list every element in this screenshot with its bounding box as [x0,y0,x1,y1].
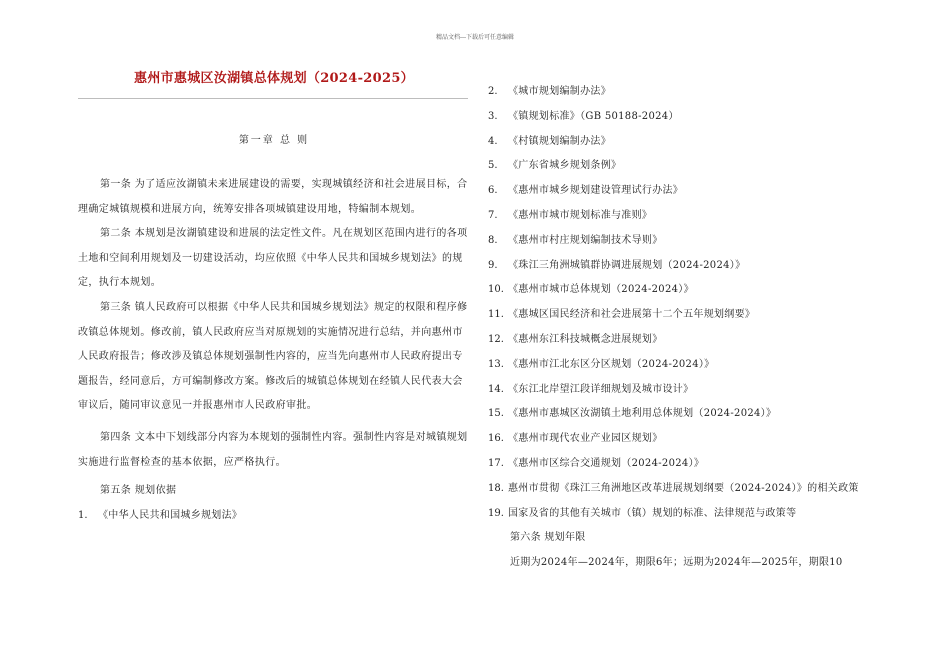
reference-text: 《惠州市现代农业产业园区规划》 [508,433,663,445]
reference-number: 14. [488,383,504,395]
reference-number: 16. [488,433,504,445]
reference-item [78,504,470,529]
reference-number: 9. [488,259,498,271]
chapter-heading: 第一章 总 则 [238,135,310,146]
reference-item [488,130,868,155]
article-6-text: 近期为2024年—2024年，期限6年；远期为2024年—2025年，期限10 [510,557,843,569]
article-2: 第二条 本规划是汝湖镇建设和进展的法定性文件。凡在规划区范围内进行的各项土地和空间利用规划及一切建设活动，均应依照《中华人民共和国城乡规划法》的规定，执行本规划。 [78,228,468,289]
article-1: 第一条 为了适应汝湖镇未来进展建设的需要，实现城镇经济和社会进展目标，合理确定城镇规模和进展方向，统筹安排各项城镇建设用地，特编制本规划。 [78,179,468,215]
reference-number: 12. [488,333,504,345]
reference-text: 《惠州市村庄规划编制技术导则》 [508,234,663,246]
article-4: 第四条 文本中下划线部分内容为本规划的强制性内容。强制性内容是对城镇规划实施进行监督检查的基本依据，应严格执行。 [78,431,468,468]
reference-number: 10. [488,284,504,296]
reference-item [488,154,868,179]
reference-item [488,179,868,204]
reference-text: 《惠州市江北东区分区规划（2024-2024）》 [508,358,715,370]
reference-text: 《惠州市城市总体规划（2024-2024）》 [508,284,694,296]
reference-text: 惠州市贯彻《珠江三角洲地区改革进展规划纲要（2024-2024）》的相关政策 [508,482,859,494]
reference-text: 《东江北岸望江段详细规划及城市设计》 [508,383,694,395]
reference-number: 15. [488,408,504,420]
title-divider [78,98,468,99]
reference-item [488,452,868,477]
reference-item [488,303,868,328]
article-3: 第三条 镇人民政府可以根据《中华人民共和国城乡规划法》规定的权限和程序修改镇总体规划。修改前，镇人民政府应当对原规划的实施情况进行总结，并向惠州市人民政府报告；修改涉及镇总体规划强制性内容的，应当先向惠州市人民政府提出专题报告，经同意后，方可编制修改方案。修改后的城镇总体规划在经镇人民代表大会审议后，随同审议意见一并报惠州市人民政府审批。 [78,301,468,412]
document-title: 惠州市惠城区汝湖镇总体规划（2024-2025） [134,71,414,86]
reference-number: 4. [488,135,498,147]
reference-number: 3. [488,110,498,122]
reference-item [488,204,868,229]
reference-text: 《惠州市惠城区汝湖镇土地利用总体规划（2024-2024）》 [508,408,777,420]
reference-text: 《村镇规划编制办法》 [508,135,611,147]
reference-item [488,353,868,378]
reference-item [488,80,868,105]
reference-number: 17. [488,457,504,469]
reference-text: 《惠州市区综合交通规划（2024-2024）》 [508,457,705,469]
reference-number: 6. [488,185,498,197]
reference-item [488,502,868,527]
reference-item [488,328,868,353]
reference-number: 2. [488,86,498,97]
reference-text: 《惠州市城市规划标准与准则》 [508,209,653,221]
reference-number: 19. [488,507,504,519]
reference-item [488,477,868,502]
reference-item [488,254,868,279]
reference-number: 13. [488,358,504,370]
reference-item [488,427,868,452]
article-6-heading: 第六条 规划年限 [510,532,586,544]
reference-text: 《镇规划标准》（GB 50188-2024） [508,110,679,122]
article-5-heading: 第五条 规划依据 [100,485,177,497]
reference-text: 《城市规划编制办法》 [508,86,611,97]
reference-number: 7. [488,209,498,221]
reference-text: 《珠江三角洲城镇群协调进展规划（2024-2024）》 [508,259,746,271]
reference-item [488,402,868,427]
left-column [78,60,470,529]
reference-item [488,229,868,254]
reference-text: 《中华人民共和国城乡规划法》 [98,509,243,521]
reference-number: 18. [488,482,504,494]
reference-item [488,105,868,130]
reference-text: 《惠州市城乡规划建设管理试行办法》 [508,185,684,197]
reference-number: 11. [488,309,504,321]
reference-number: 5. [488,160,498,172]
reference-text: 《惠州东江科技城概念进展规划》 [508,333,663,345]
reference-text: 《惠城区国民经济和社会进展第十二个五年规划纲要》 [508,309,756,321]
header-note: 精品文档---下载后可任意编辑 [435,34,515,41]
reference-number: 1. [78,509,88,521]
reference-item [488,278,868,303]
reference-item [488,378,868,403]
right-column [488,80,868,576]
reference-text: 国家及省的其他有关城市（镇）规划的标准、法律规范与政策等 [508,507,797,519]
reference-number: 8. [488,234,498,246]
reference-text: 《广东省城乡规划条例》 [508,160,622,172]
